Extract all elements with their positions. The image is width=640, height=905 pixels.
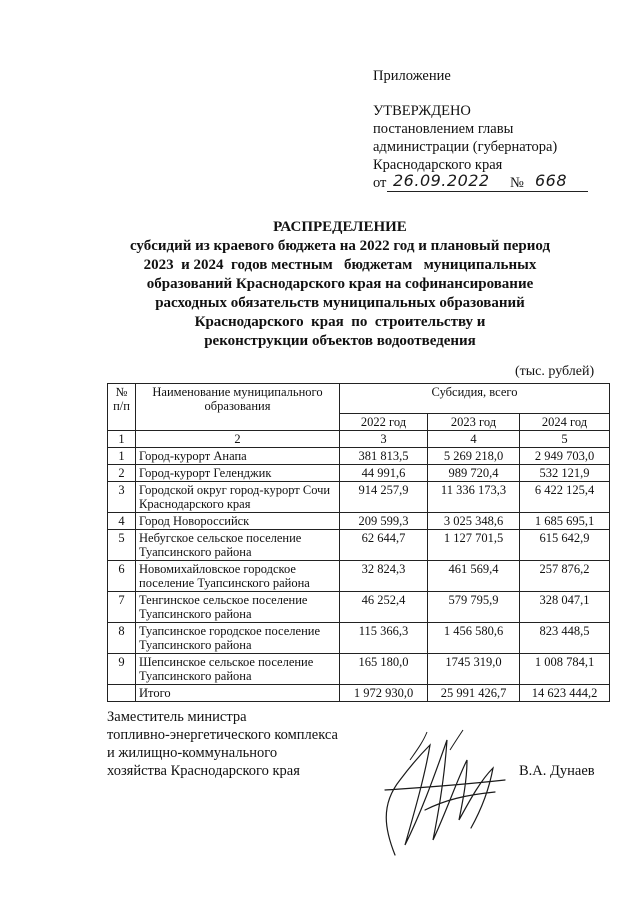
value-2022: 381 813,5: [340, 448, 428, 465]
table-row: [108, 654, 610, 685]
value-2023: 5 269 218,0: [428, 448, 520, 465]
signatory-line-4: хозяйства Краснодарского края: [107, 763, 300, 779]
value-2024: 615 642,9: [520, 530, 610, 561]
value-2024: 532 121,9: [520, 465, 610, 482]
approved-label: УТВЕРЖДЕНО: [373, 103, 471, 119]
header-name: Наименование муниципального образования: [136, 384, 340, 431]
title-line-2: 2023 и 2024 годов местным бюджетам муниципальных: [143, 257, 537, 273]
value-2023: 1 456 580,6: [428, 623, 520, 654]
table-column-numbers-row: [108, 431, 610, 448]
total-2022: 1 972 930,0: [340, 685, 428, 702]
value-2023: 579 795,9: [428, 592, 520, 623]
signatory-line-2: топливно-энергетического комплекса: [107, 727, 338, 743]
value-2024: 6 422 125,4: [520, 482, 610, 513]
table-row: [108, 513, 610, 530]
row-number: 5: [108, 530, 136, 561]
column-number: 3: [340, 431, 428, 448]
document-title: [100, 218, 580, 351]
value-2022: 165 180,0: [340, 654, 428, 685]
row-number: 8: [108, 623, 136, 654]
municipality-name: Небугское сельское поселение Туапсинского района: [136, 530, 340, 561]
row-number: 3: [108, 482, 136, 513]
table-row: [108, 530, 610, 561]
title-line-4: расходных обязательств муниципальных образований: [155, 295, 525, 311]
value-2023: 1745 319,0: [428, 654, 520, 685]
date-line: [373, 172, 588, 192]
date-prefix: от: [373, 175, 387, 191]
signer-name: В.А. Дунаев: [519, 763, 595, 779]
number-prefix: №: [510, 175, 524, 191]
value-2024: 2 949 703,0: [520, 448, 610, 465]
value-2022: 209 599,3: [340, 513, 428, 530]
table-total-row: [108, 685, 610, 702]
table-row: [108, 448, 610, 465]
date-underline: [387, 191, 588, 192]
approval-line-2: администрации (губернатора): [373, 139, 558, 155]
title-line-1: субсидий из краевого бюджета на 2022 год и плановый период: [129, 238, 551, 254]
table-row: [108, 592, 610, 623]
value-2024: 1 008 784,1: [520, 654, 610, 685]
row-number: 4: [108, 513, 136, 530]
approval-line-3: Краснодарского края: [373, 157, 503, 173]
row-number: 2: [108, 465, 136, 482]
value-2022: 62 644,7: [340, 530, 428, 561]
municipality-name: Шепсинское сельское поселение Туапсинского района: [136, 654, 340, 685]
column-number: 5: [520, 431, 610, 448]
value-2023: 3 025 348,6: [428, 513, 520, 530]
value-2023: 989 720,4: [428, 465, 520, 482]
value-2024: 328 047,1: [520, 592, 610, 623]
units-label: (тыс. рублей): [515, 364, 595, 379]
total-2024: 14 623 444,2: [520, 685, 610, 702]
title-line-3: образований Краснодарского края на софинансирование: [146, 276, 534, 292]
value-2022: 44 991,6: [340, 465, 428, 482]
municipality-name: Новомихайловское городское поселение Туапсинского района: [136, 561, 340, 592]
value-2023: 461 569,4: [428, 561, 520, 592]
appendix-label: Приложение: [373, 68, 451, 84]
table-row: [108, 561, 610, 592]
subsidy-table: [107, 383, 610, 702]
row-number: 9: [108, 654, 136, 685]
value-2023: 11 336 173,3: [428, 482, 520, 513]
header-year-2024: 2024 год: [520, 414, 610, 431]
row-number: 1: [108, 448, 136, 465]
date-value: 26.09.2022: [393, 171, 490, 190]
municipality-name: Город-курорт Анапа: [136, 448, 340, 465]
header-year-2023: 2023 год: [428, 414, 520, 431]
header-no: № п/п: [108, 384, 136, 431]
total-no: [108, 685, 136, 702]
value-2022: 115 366,3: [340, 623, 428, 654]
total-2023: 25 991 426,7: [428, 685, 520, 702]
column-number: 2: [136, 431, 340, 448]
value-2024: 1 685 695,1: [520, 513, 610, 530]
value-2022: 914 257,9: [340, 482, 428, 513]
table-row: [108, 623, 610, 654]
row-number: 6: [108, 561, 136, 592]
header-year-2022: 2022 год: [340, 414, 428, 431]
municipality-name: Тенгинское сельское поселение Туапсинского района: [136, 592, 340, 623]
table-header-row: [108, 384, 610, 414]
municipality-name: Город-курорт Геленджик: [136, 465, 340, 482]
handwritten-signature: [355, 720, 525, 870]
value-2023: 1 127 701,5: [428, 530, 520, 561]
title-line-6: реконструкции объектов водоотведения: [204, 333, 476, 349]
value-2022: 46 252,4: [340, 592, 428, 623]
municipality-name: Городской округ город-курорт Сочи Краснодарского края: [136, 482, 340, 513]
value-2024: 823 448,5: [520, 623, 610, 654]
signatory-line-1: Заместитель министра: [107, 709, 247, 725]
column-number: 1: [108, 431, 136, 448]
column-number: 4: [428, 431, 520, 448]
number-value: 668: [535, 171, 568, 190]
signatory-position: [107, 708, 367, 780]
row-number: 7: [108, 592, 136, 623]
title-heading: РАСПРЕДЕЛЕНИЕ: [273, 219, 407, 235]
municipality-name: Туапсинское городское поселение Туапсинского района: [136, 623, 340, 654]
municipality-name: Город Новороссийск: [136, 513, 340, 530]
approval-line-1: постановлением главы: [373, 121, 514, 137]
header-subsidy: Субсидия, всего: [340, 384, 610, 414]
table-row: [108, 465, 610, 482]
table-row: [108, 482, 610, 513]
title-line-5: Краснодарского края по строительству и: [194, 314, 486, 330]
value-2024: 257 876,2: [520, 561, 610, 592]
value-2022: 32 824,3: [340, 561, 428, 592]
signatory-line-3: и жилищно-коммунального: [107, 745, 278, 761]
total-label: Итого: [136, 685, 340, 702]
